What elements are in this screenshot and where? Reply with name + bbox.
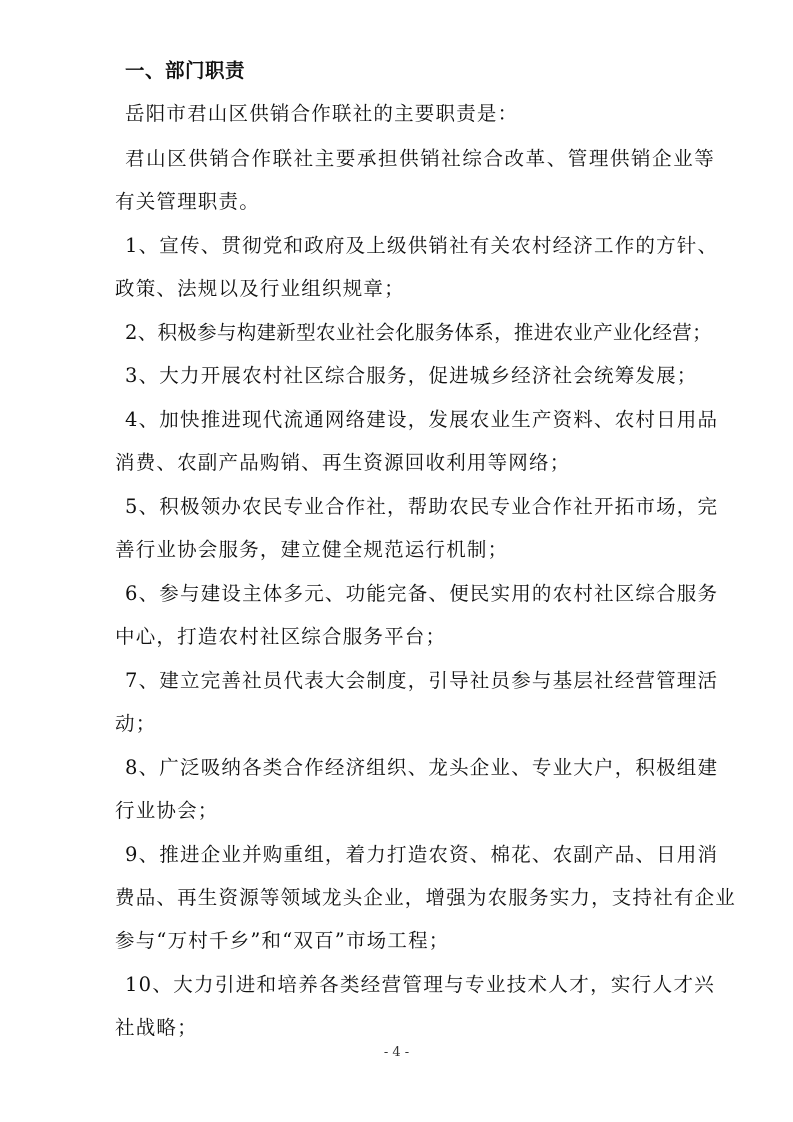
item-10-line-2: 社战略；: [115, 1016, 198, 1039]
item-6-line-1: 6、参与建设主体多元、功能完备、便民实用的农村社区综合服务: [125, 582, 719, 605]
item-9-line-3: 参与“万村千乡”和“双百”市场工程；: [115, 929, 450, 952]
item-6-line-2: 中心，打造农村社区综合服务平台；: [115, 625, 447, 648]
item-1-line-1: 1、宣传、贯彻党和政府及上级供销社有关农村经济工作的方针、: [125, 234, 719, 257]
item-3-line-1: 3、大力开展农村社区综合服务，促进城乡经济社会统筹发展；: [125, 364, 698, 387]
item-8-line-2: 行业协会；: [115, 799, 219, 822]
item-5-line-2: 善行业协会服务，建立健全规范运行机制；: [115, 538, 509, 561]
item-4-line-1: 4、加快推进现代流通网络建设，发展农业生产资料、农村日用品: [125, 408, 719, 431]
item-7-line-2: 动；: [115, 712, 157, 735]
page-number: - 4 -: [383, 1045, 410, 1060]
item-7-line-1: 7、建立完善社员代表大会制度，引导社员参与基层社经营管理活: [125, 669, 719, 692]
section-heading: 一、部门职责: [125, 59, 246, 82]
item-8-line-1: 8、广泛吸纳各类合作经济组织、龙头企业、专业大户，积极组建: [125, 756, 719, 779]
item-9-line-2: 费品、再生资源等领域龙头企业，增强为农服务实力，支持社有企业: [115, 886, 737, 909]
summary-line-2: 有关管理职责。: [115, 190, 260, 213]
item-1-line-2: 政策、法规以及行业组织规章；: [115, 277, 405, 300]
item-10-line-1: 10、大力引进和培养各类经营管理与专业技术人才，实行人才兴: [125, 973, 715, 996]
item-9-line-1: 9、推进企业并购重组，着力打造农资、棉花、农副产品、日用消: [125, 843, 719, 866]
summary-line-1: 君山区供销合作联社主要承担供销社综合改革、管理供销企业等: [125, 147, 715, 170]
item-2-line-1: 2、积极参与构建新型农业社会化服务体系，推进农业产业化经营；: [125, 321, 712, 344]
item-4-line-2: 消费、农副产品购销、再生资源回收利用等网络；: [115, 451, 571, 474]
intro-paragraph: 岳阳市君山区供销合作联社的主要职责是：: [125, 102, 519, 125]
item-5-line-1: 5、积极领办农民专业合作社，帮助农民专业合作社开拓市场，完: [125, 495, 719, 518]
